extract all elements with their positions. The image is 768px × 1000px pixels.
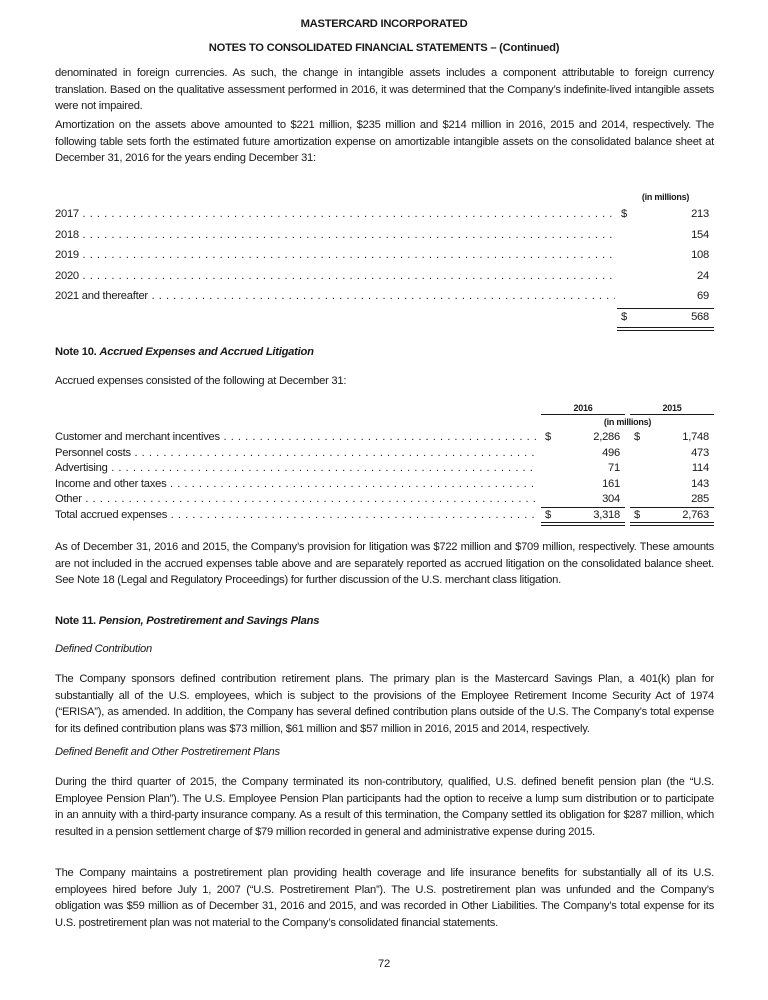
defined-contribution-subheading: Defined Contribution xyxy=(55,643,152,655)
currency-symbol: $ xyxy=(621,311,627,323)
subtotal-rule xyxy=(630,507,714,508)
row-label: 2021 and thereafter . . . xyxy=(55,290,615,302)
total-label: Total accrued expenses . . . xyxy=(55,509,536,521)
value-2016: 71 xyxy=(608,462,620,474)
value-2015: 143 xyxy=(691,478,709,490)
row-value: 69 xyxy=(697,290,709,302)
currency-symbol: $ xyxy=(545,509,551,521)
litigation-paragraph: As of December 31, 2016 and 2015, the Company’s provision for litigation was $722 million and $709 million, respectively. These amounts are not included in the accrued expenses table above and are separately reported as accrued litigation on the consolidated balance sheet. See Note 18 (Legal and Regulatory Proceedings) for further discussion of the U.S. merchant class litigation. xyxy=(55,541,714,586)
column-header-2015: 2015 xyxy=(662,403,682,413)
total-2015: 2,763 xyxy=(682,509,709,521)
defined-benefit-subheading: Defined Benefit and Other Postretirement Plans xyxy=(55,746,280,758)
note10-intro: Accrued expenses consisted of the following at December 31: xyxy=(55,375,347,387)
row-value: 108 xyxy=(691,249,709,261)
subtotal-rule xyxy=(617,308,714,309)
column-header-2016: 2016 xyxy=(573,403,593,413)
row-label: 2020 . . . xyxy=(55,270,615,282)
currency-symbol: $ xyxy=(634,431,640,443)
currency-symbol: $ xyxy=(621,208,627,220)
note10-title: Accrued Expenses and Accrued Litigation xyxy=(99,346,314,358)
defined-contribution-paragraph: The Company sponsors defined contribution retirement plans. The primary plan is the Mastercard Savings Plan, a 401(k) plan for substantially all of the U.S. employees, which is subject to the provisions of the Employee Retirement Income Security Act of 1974 (“ERISA”), as amended. In addition, the Company has several defined contribution plans outside of the U.S. The Company’s total expense for its defined contribution plans was $73 million, $61 million and $57 million in 2016, 2015 and 2014, respectively. xyxy=(55,673,714,735)
currency-symbol: $ xyxy=(545,431,551,443)
note11-title: Pension, Postretirement and Savings Plans xyxy=(98,615,320,627)
row-value: 154 xyxy=(691,229,709,241)
total-double-rule xyxy=(630,522,714,526)
row-label: Personnel costs . . . xyxy=(55,447,536,459)
table-unit-label: (in millions) xyxy=(641,192,690,202)
total-double-rule xyxy=(617,327,714,331)
row-label: 2018 . . . xyxy=(55,229,615,241)
pension-termination-paragraph: During the third quarter of 2015, the Company terminated its non-contributory, qualified, U.S. defined benefit pension plan (the “U.S. Employee Pension Plan”). The U.S. Employee Pension Plan participants had the option to receive a lump sum distribution or to participate in an annuity with a third-party insurance company. As a result of this termination, the Company settled its obligation for $287 million, which resulted in a pension settlement charge of $79 million recorded in general and administrative expense during 2015. xyxy=(55,776,714,838)
table-unit-label: (in millions) xyxy=(603,417,652,427)
note10-heading xyxy=(55,346,314,358)
subtotal-rule xyxy=(541,507,625,508)
value-2015: 285 xyxy=(691,493,709,505)
total-double-rule xyxy=(541,522,625,526)
row-value: 24 xyxy=(697,270,709,282)
row-label: Advertising . . . xyxy=(55,462,536,474)
company-name: MASTERCARD INCORPORATED xyxy=(300,18,468,30)
row-value: 213 xyxy=(691,208,709,220)
page-number: 72 xyxy=(378,958,390,970)
note10-number: Note 10. xyxy=(55,346,97,358)
total-2016: 3,318 xyxy=(593,509,620,521)
row-label: Customer and merchant incentives . . . xyxy=(55,431,536,443)
value-2016: 161 xyxy=(602,478,620,490)
value-2016: 304 xyxy=(602,493,620,505)
currency-symbol: $ xyxy=(634,509,640,521)
value-2015: 473 xyxy=(691,447,709,459)
row-label: 2019 . . . xyxy=(55,249,615,261)
intro-paragraph: denominated in foreign currencies. As such, the change in intangible assets includes a component attributable to foreign currency translation. Based on the qualitative assessment performed in 2016, it was determined that the Company’s indefinite-lived intangible assets were not impaired. xyxy=(55,67,714,112)
row-label: Income and other taxes . . . xyxy=(55,478,536,490)
row-label: 2017 . . . xyxy=(55,208,615,220)
value-2015: 114 xyxy=(691,462,709,474)
note11-heading xyxy=(55,615,319,627)
page-subtitle: NOTES TO CONSOLIDATED FINANCIAL STATEMENTS – (Continued) xyxy=(208,42,560,54)
value-2016: 496 xyxy=(602,447,620,459)
header-rule xyxy=(541,414,625,415)
row-label: Other . . . xyxy=(55,493,536,505)
total-value: 568 xyxy=(691,311,709,323)
value-2015: 1,748 xyxy=(682,431,709,443)
amortization-paragraph: Amortization on the assets above amounted to $221 million, $235 million and $214 million in 2016, 2015 and 2014, respectively. The following table sets forth the estimated future amortization expense on amortizable intangible assets on the consolidated balance sheet at December 31, 2016 for the years ending December 31: xyxy=(55,119,714,164)
header-rule xyxy=(630,414,714,415)
note11-number: Note 11. xyxy=(55,615,96,627)
value-2016: 2,286 xyxy=(593,431,620,443)
postretirement-plan-paragraph: The Company maintains a postretirement plan providing health coverage and life insurance benefits for substantially all of its U.S. employees hired before July 1, 2007 (“U.S. Postretirement Plan”). The U.S. postretirement plan was unfunded and the Company’s obligation was $59 million as of December 31, 2016 and 2015, and was recorded in Other Liabilities. The Company’s total expense for its U.S. postretirement plan was not material to the Company’s consolidated financial statements. xyxy=(55,867,714,929)
